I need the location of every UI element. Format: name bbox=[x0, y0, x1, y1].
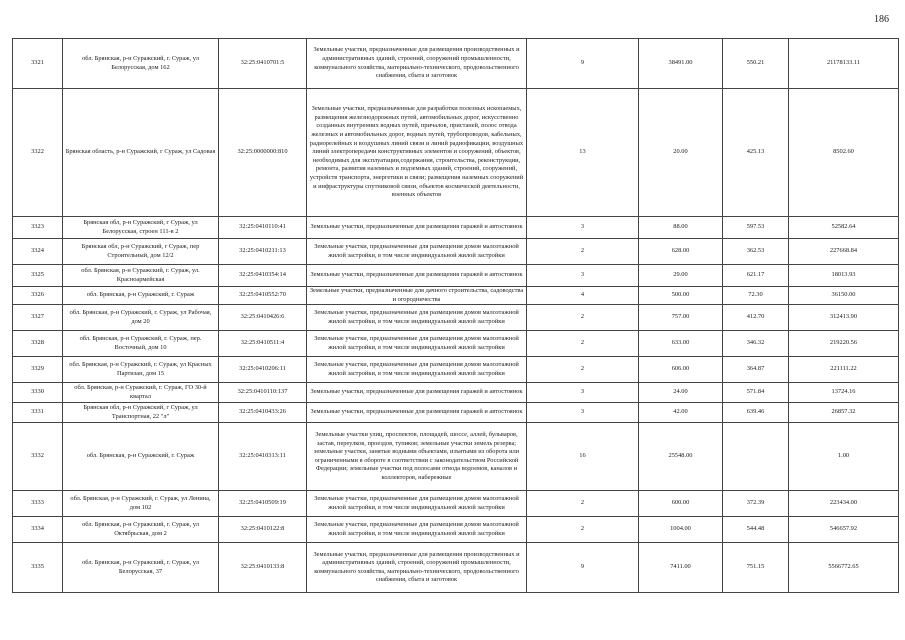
cell-area: 500.00 bbox=[639, 287, 723, 305]
cell-land-use-type: Земельные участки, предназначенные для размещения гаражей и автостоянок bbox=[307, 217, 527, 239]
cell-row-number: 3325 bbox=[13, 265, 63, 287]
cell-area: 20.00 bbox=[639, 89, 723, 217]
cell-cadastral-value: 5566772.65 bbox=[789, 543, 899, 593]
table-row bbox=[13, 491, 899, 517]
cell-land-use-type: Земельные участки, предназначенные для размещения домов малоэтажной жилой застройки, в том числе индивидуальной жилой застройки bbox=[307, 357, 527, 383]
table-row bbox=[13, 217, 899, 239]
cell-row-number: 3323 bbox=[13, 217, 63, 239]
cell-group: 16 bbox=[527, 423, 639, 491]
cell-address: обл. Брянская, р-н Суражский, г. Сураж, ул Красных Партизан, дом 15 bbox=[63, 357, 219, 383]
cell-group: 3 bbox=[527, 217, 639, 239]
cell-cadastral-number: 32:25:0410426:6 bbox=[219, 305, 307, 331]
cell-cadastral-value: 546657.92 bbox=[789, 517, 899, 543]
cell-cadastral-number: 32:25:0410354:14 bbox=[219, 265, 307, 287]
cell-group: 3 bbox=[527, 403, 639, 423]
cell-cadastral-value: 219220.56 bbox=[789, 331, 899, 357]
cell-row-number: 3322 bbox=[13, 89, 63, 217]
cell-address: обл. Брянская, р-н Суражский, г. Сураж, ул Рабочая, дом 20 bbox=[63, 305, 219, 331]
table-row bbox=[13, 287, 899, 305]
table-row bbox=[13, 239, 899, 265]
cell-group: 2 bbox=[527, 491, 639, 517]
cell-group: 9 bbox=[527, 39, 639, 89]
cell-area: 606.00 bbox=[639, 357, 723, 383]
cell-land-use-type: Земельные участки улиц, проспектов, площадей, шоссе, аллей, бульваров, застав, переулков, проездов, тупиков; земельные участки земель резерва; земельные участки, занятые водными объектами, изъятыми из оборота или ограниченными в обороте в соответствии с законодательством Российской Федерации; земельные участки под полосами отвода водоемов, каналов и коллекторов, набережные bbox=[307, 423, 527, 491]
cell-unit-value: 571.84 bbox=[723, 383, 789, 403]
cell-unit-value: 362.53 bbox=[723, 239, 789, 265]
cell-row-number: 3334 bbox=[13, 517, 63, 543]
cell-unit-value bbox=[723, 423, 789, 491]
cell-area: 38491.00 bbox=[639, 39, 723, 89]
cell-row-number: 3330 bbox=[13, 383, 63, 403]
cell-unit-value: 364.87 bbox=[723, 357, 789, 383]
cell-area: 628.00 bbox=[639, 239, 723, 265]
cell-address: обл. Брянская, р-н Суражский, г. Сураж bbox=[63, 423, 219, 491]
cell-address: Брянская обл, р-н Суражский, г Сураж, пер Строительный, дом 12/2 bbox=[63, 239, 219, 265]
table-row bbox=[13, 357, 899, 383]
cell-area: 42.00 bbox=[639, 403, 723, 423]
cell-unit-value: 550.21 bbox=[723, 39, 789, 89]
cell-group: 2 bbox=[527, 239, 639, 265]
cell-unit-value: 621.17 bbox=[723, 265, 789, 287]
cell-address: Брянская область, р-н Суражский, г Сураж, ул Садовая bbox=[63, 89, 219, 217]
cell-cadastral-number: 32:25:0410509:19 bbox=[219, 491, 307, 517]
cell-land-use-type: Земельные участки, предназначенные для размещения гаражей и автостоянок bbox=[307, 265, 527, 287]
cell-address: обл. Брянская, р-н Суражский, г. Сураж, ул. Красноармейская bbox=[63, 265, 219, 287]
cell-land-use-type: Земельные участки, предназначенные для размещения домов малоэтажной жилой застройки, в том числе индивидуальной жилой застройки bbox=[307, 517, 527, 543]
cell-group: 3 bbox=[527, 383, 639, 403]
cell-cadastral-number: 32:25:0410206:11 bbox=[219, 357, 307, 383]
cell-cadastral-number: 32:25:0410511:4 bbox=[219, 331, 307, 357]
cell-address: обл. Брянская, р-н Суражский, г. Сураж, ул Белорусская, 37 bbox=[63, 543, 219, 593]
cell-cadastral-value: 8502.60 bbox=[789, 89, 899, 217]
cell-cadastral-number: 32:25:0410110:41 bbox=[219, 217, 307, 239]
cell-cadastral-value: 221111.22 bbox=[789, 357, 899, 383]
cell-group: 2 bbox=[527, 331, 639, 357]
cell-cadastral-value: 52582.64 bbox=[789, 217, 899, 239]
table-row bbox=[13, 89, 899, 217]
cell-unit-value: 597.53 bbox=[723, 217, 789, 239]
cell-row-number: 3326 bbox=[13, 287, 63, 305]
cell-group: 2 bbox=[527, 305, 639, 331]
cell-address: обл. Брянская, р-н Суражский, г. Сураж bbox=[63, 287, 219, 305]
cell-unit-value: 639.46 bbox=[723, 403, 789, 423]
table-row bbox=[13, 39, 899, 89]
cell-unit-value: 544.48 bbox=[723, 517, 789, 543]
cell-cadastral-value: 18013.93 bbox=[789, 265, 899, 287]
cell-land-use-type: Земельные участки, предназначенные для размещения домов малоэтажной жилой застройки, в том числе индивидуальной жилой застройки bbox=[307, 305, 527, 331]
page-number: 186 bbox=[874, 14, 889, 25]
cell-unit-value: 412.70 bbox=[723, 305, 789, 331]
cell-area: 88.00 bbox=[639, 217, 723, 239]
cell-area: 600.00 bbox=[639, 491, 723, 517]
cell-address: Брянская обл, р-н Суражский, г Сураж, ул Белорусская, строен 111-в 2 bbox=[63, 217, 219, 239]
cell-unit-value: 346.32 bbox=[723, 331, 789, 357]
cell-area: 29.00 bbox=[639, 265, 723, 287]
cell-cadastral-number: 32:25:0410110:137 bbox=[219, 383, 307, 403]
cell-unit-value: 72.30 bbox=[723, 287, 789, 305]
cell-cadastral-value: 223434.00 bbox=[789, 491, 899, 517]
cell-land-use-type: Земельные участки, предназначенные для разработки полезных ископаемых, размещения железнодорожных путей, автомобильных дорог, искусственно созданных внутренних водных путей, причалов, пристаней, полос отвода железных и автомобильных дорог, водных путей, трубопроводов, кабельных, радиорелейных и воздушных линий связи и линий радиофикации, воздушных линий электропередачи конструктивных элементов и сооружений, объектов, необходимых для эксплуатации,содержания, строительства, реконструкции, ремонта, развития наземных и подземных зданий, строений, сооружений, устройств транспорта, энергетики и связи; размещения наземных сооружений и инфраструктуры спутниковой связи, объектов космической деятельности, военных объектов bbox=[307, 89, 527, 217]
cell-address: обл. Брянская, р-н Суражский, г. Сураж, ул Ленина, дом 102 bbox=[63, 491, 219, 517]
cell-row-number: 3327 bbox=[13, 305, 63, 331]
cell-group: 4 bbox=[527, 287, 639, 305]
table-row bbox=[13, 517, 899, 543]
cell-land-use-type: Земельные участки, предназначенные для размещения производственных и административных зданий, строений, сооружений промышленности, коммунального хозяйства, материально-технического, продовольственного снабжения, сбыта и заготовок bbox=[307, 543, 527, 593]
cell-cadastral-number: 32:25:0410211:13 bbox=[219, 239, 307, 265]
cell-unit-value: 372.39 bbox=[723, 491, 789, 517]
land-registry-table bbox=[12, 38, 899, 593]
table-row bbox=[13, 543, 899, 593]
cell-area: 1004.00 bbox=[639, 517, 723, 543]
cell-area: 757.00 bbox=[639, 305, 723, 331]
table-row bbox=[13, 403, 899, 423]
cell-land-use-type: Земельные участки, предназначенные для размещения домов малоэтажной жилой застройки, в том числе индивидуальной жилой застройки bbox=[307, 239, 527, 265]
cell-cadastral-value: 21178133.11 bbox=[789, 39, 899, 89]
table-row bbox=[13, 265, 899, 287]
cell-cadastral-value: 227668.84 bbox=[789, 239, 899, 265]
cell-cadastral-value: 312413.90 bbox=[789, 305, 899, 331]
cell-cadastral-number: 32:25:0410701:5 bbox=[219, 39, 307, 89]
cell-cadastral-value: 26857.32 bbox=[789, 403, 899, 423]
cell-land-use-type: Земельные участки, предназначенные для размещения производственных и административных зданий, строений, сооружений промышленности, коммунального хозяйства, материально-технического, продовольственного снабжения, сбыта и заготовок bbox=[307, 39, 527, 89]
cell-address: обл. Брянская, р-н Суражский, г. Сураж, ул Октябрьская, дом 2 bbox=[63, 517, 219, 543]
table-row bbox=[13, 331, 899, 357]
cell-cadastral-number: 32:25:0410433:26 bbox=[219, 403, 307, 423]
cell-land-use-type: Земельные участки, предназначенные для размещения гаражей и автостоянок bbox=[307, 403, 527, 423]
cell-row-number: 3331 bbox=[13, 403, 63, 423]
cell-area: 24.00 bbox=[639, 383, 723, 403]
cell-group: 9 bbox=[527, 543, 639, 593]
table-row bbox=[13, 305, 899, 331]
cell-row-number: 3328 bbox=[13, 331, 63, 357]
cell-cadastral-value: 36150.00 bbox=[789, 287, 899, 305]
cell-cadastral-value: 13724.16 bbox=[789, 383, 899, 403]
cell-land-use-type: Земельные участки, предназначенные для размещения домов малоэтажной жилой застройки, в том числе индивидуальной жилой застройки bbox=[307, 491, 527, 517]
cell-row-number: 3333 bbox=[13, 491, 63, 517]
cell-cadastral-number: 32:25:0410133:8 bbox=[219, 543, 307, 593]
cell-cadastral-number: 32:25:0410552:70 bbox=[219, 287, 307, 305]
cell-area: 633.00 bbox=[639, 331, 723, 357]
cell-address: Брянская обл, р-н Суражский, г Сураж, ул Транспортная, 22 "л" bbox=[63, 403, 219, 423]
cell-row-number: 3321 bbox=[13, 39, 63, 89]
table-row bbox=[13, 383, 899, 403]
cell-unit-value: 425.13 bbox=[723, 89, 789, 217]
cell-group: 2 bbox=[527, 517, 639, 543]
cell-address: обл. Брянская, р-н Суражский, г. Сураж, пер. Восточный, дом 10 bbox=[63, 331, 219, 357]
table-row bbox=[13, 423, 899, 491]
cell-group: 13 bbox=[527, 89, 639, 217]
cell-land-use-type: Земельные участки, предназначенные для размещения домов малоэтажной жилой застройки, в том числе индивидуальной жилой застройки bbox=[307, 331, 527, 357]
cell-cadastral-number: 32:25:0410122:8 bbox=[219, 517, 307, 543]
cell-group: 3 bbox=[527, 265, 639, 287]
cell-address: обл. Брянская, р-н Суражский, г. Сураж, ул Белорусская, дом 162 bbox=[63, 39, 219, 89]
cell-row-number: 3329 bbox=[13, 357, 63, 383]
cell-cadastral-value: 1.00 bbox=[789, 423, 899, 491]
cell-group: 2 bbox=[527, 357, 639, 383]
cell-row-number: 3332 bbox=[13, 423, 63, 491]
cell-land-use-type: Земельные участки, предназначенные для размещения гаражей и автостоянок bbox=[307, 383, 527, 403]
cell-land-use-type: Земельные участки, предназначенные для дачного строительства, садоводства и огородничества bbox=[307, 287, 527, 305]
cell-row-number: 3335 bbox=[13, 543, 63, 593]
cell-address: обл. Брянская, р-н Суражский, г. Сураж, ГО 30-й квартал bbox=[63, 383, 219, 403]
cell-cadastral-number: 32:25:0410313:11 bbox=[219, 423, 307, 491]
cell-row-number: 3324 bbox=[13, 239, 63, 265]
table-body bbox=[13, 39, 899, 593]
cell-area: 7411.00 bbox=[639, 543, 723, 593]
cell-area: 25548.00 bbox=[639, 423, 723, 491]
cell-cadastral-number: 32:25:0000000:810 bbox=[219, 89, 307, 217]
cell-unit-value: 751.15 bbox=[723, 543, 789, 593]
